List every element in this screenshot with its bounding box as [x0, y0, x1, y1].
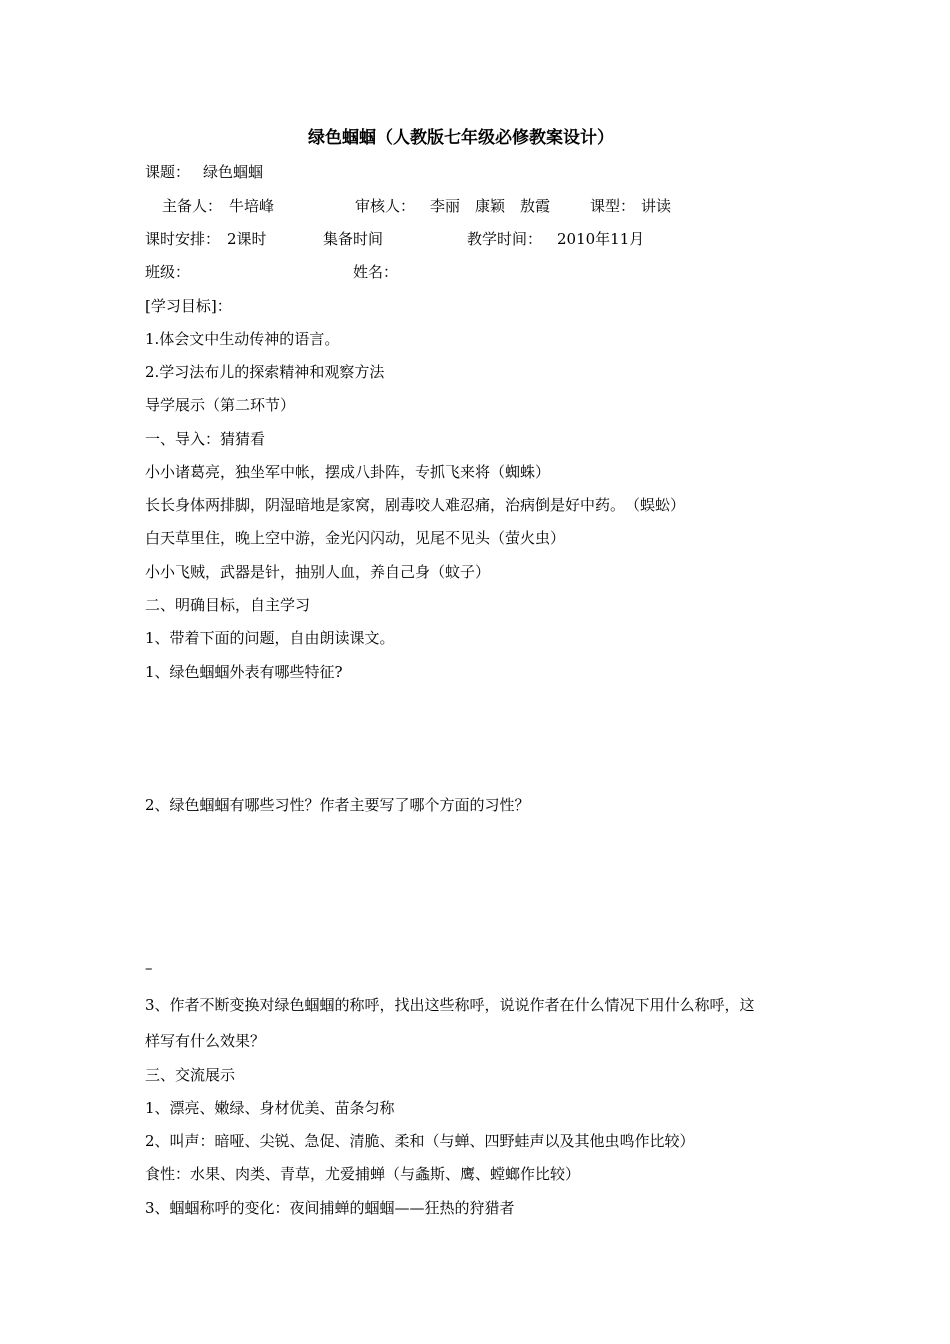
question-1: 1、绿色蝈蝈外表有哪些特征? — [145, 663, 343, 681]
goal-item: 2.学习法布儿的探索精神和观察方法 — [145, 363, 385, 381]
reviewer-label: 审核人： — [355, 197, 416, 215]
question-2: 2、绿色蝈蝈有哪些习性？作者主要写了哪个方面的习性？ — [145, 796, 530, 814]
course-value: 绿色蝈蝈 — [203, 163, 264, 181]
riddle-item: 小小飞贼，武器是针，抽别人血，养自己身（蚊子） — [145, 563, 491, 581]
class-label: 班级： — [145, 263, 191, 281]
section1-heading: 一、导入：猜猜看 — [145, 430, 266, 448]
section3-heading: 三、交流展示 — [145, 1066, 236, 1084]
preparer-value: 牛培峰 — [229, 197, 275, 215]
stray-mark: – — [145, 959, 153, 977]
section2-heading: 二、明确目标，自主学习 — [145, 596, 311, 614]
answer-item: 2、叫声：暗哑、尖锐、急促、清脆、柔和（与蝉、四野蛙声以及其他虫鸣作比较） — [145, 1132, 695, 1150]
name-label: 姓名： — [353, 263, 399, 281]
answer-item: 1、漂亮、嫩绿、身材优美、苗条匀称 — [145, 1099, 395, 1117]
question-3-line-1: 3、作者不断变换对绿色蝈蝈的称呼，找出这些称呼，说说作者在什么情况下用什么称呼，这 — [145, 996, 755, 1014]
schedule-label: 课时安排： — [145, 230, 221, 248]
lesson-type-value: 讲读 — [641, 197, 672, 215]
schedule-value: 2课时 — [227, 230, 267, 248]
riddle-item: 长长身体两排脚，阴湿暗地是家窝，剧毒咬人难忍痛，治病倒是好中药。 （蜈蚣） — [145, 496, 686, 514]
goal-item: 1.体会文中生动传神的语言。 — [145, 330, 340, 348]
question-3-line-2: 样写有什么效果？ — [145, 1032, 266, 1050]
reviewer-value: 李丽 康颖 敖霞 — [430, 197, 551, 215]
riddle-item: 小小诸葛亮，独坐军中帐，摆成八卦阵，专抓飞来将（蜘蛛） — [145, 463, 551, 481]
lesson-type-label: 课型： — [590, 197, 636, 215]
course-label: 课题： — [145, 163, 191, 181]
teaching-time-label: 教学时间： — [467, 230, 543, 248]
document-title: 绿色蝈蝈（人教版七年级必修教案设计） — [308, 128, 614, 148]
preparer-label: 主备人： — [162, 197, 223, 215]
task-intro: 1、带着下面的问题，自由朗读课文。 — [145, 629, 395, 647]
riddle-item: 白天草里住，晚上空中游，金光闪闪动，见尾不见头（萤火虫） — [145, 529, 566, 547]
goals-heading: [学习目标]： — [145, 297, 232, 315]
teaching-time-value: 2010年11月 — [557, 230, 645, 248]
answer-item: 3、蝈蝈称呼的变化：夜间捕蝉的蝈蝈——狂热的狩猎者 — [145, 1199, 515, 1217]
answer-item: 食性：水果、肉类、青草，尤爱捕蝉（与螽斯、鹰、螳螂作比较） — [145, 1165, 581, 1183]
guide-heading: 导学展示（第二环节） — [145, 396, 296, 414]
group-prep-label: 集备时间 — [323, 230, 384, 248]
